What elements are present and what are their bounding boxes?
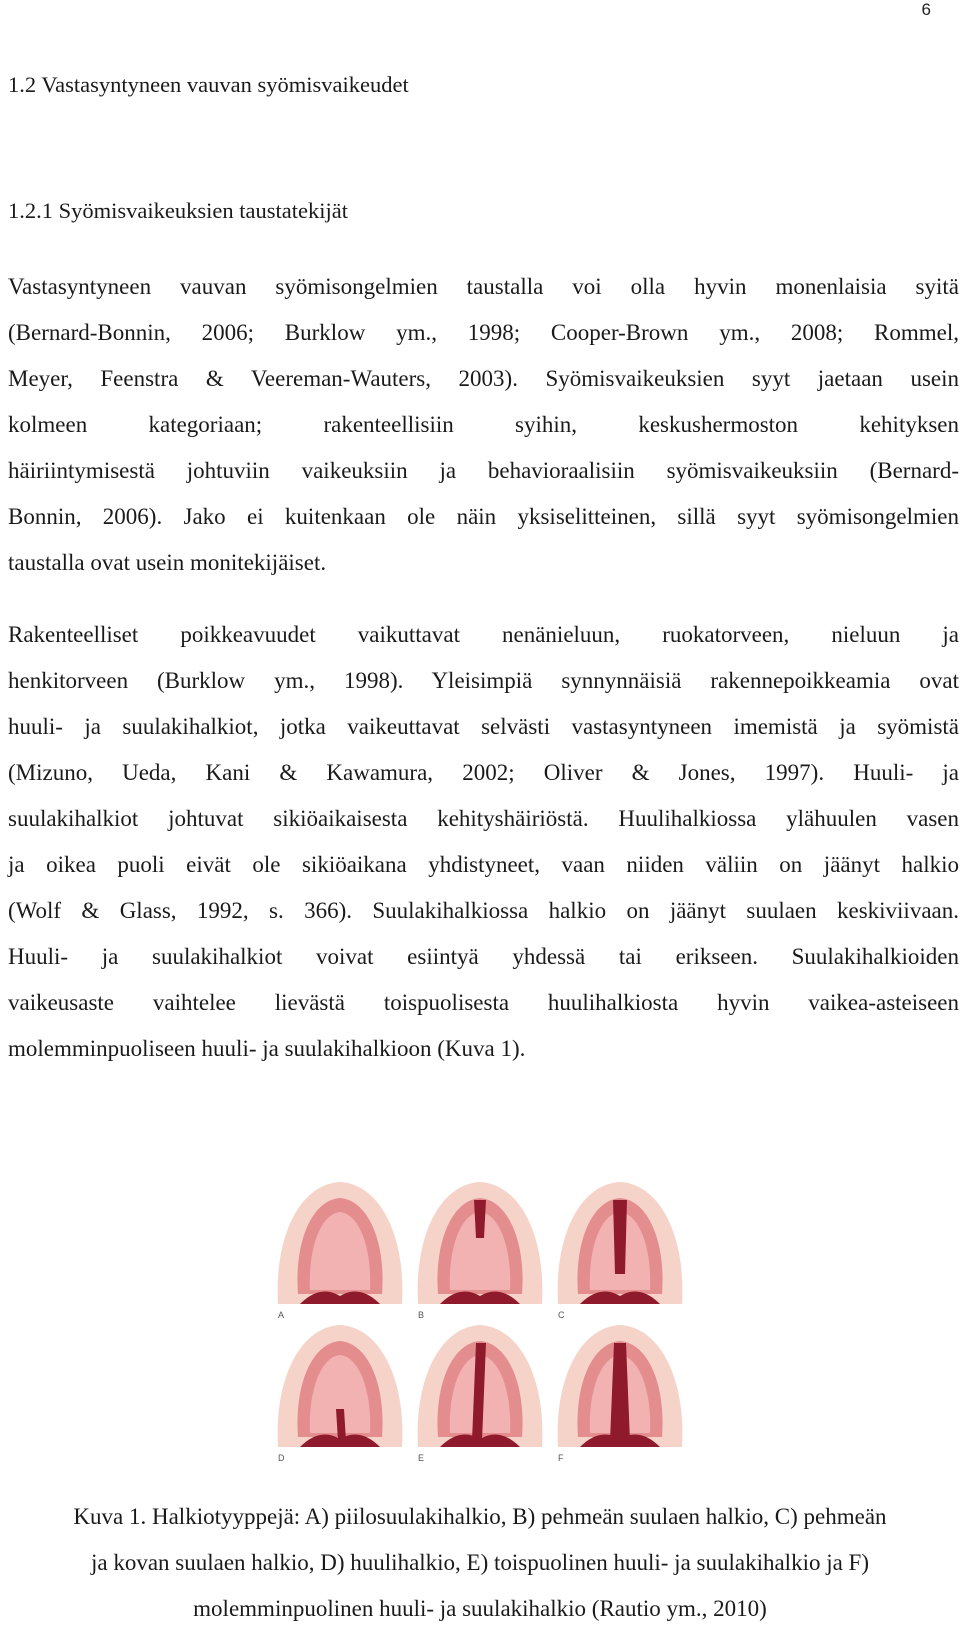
- text-line: taustalla ovat usein monitekijäiset.: [8, 550, 327, 575]
- text-line: Vastasyntyneen vauvan syömisongelmien taustalla voi olla hyvin monenlaisia syitä: [8, 274, 959, 299]
- text-line: henkitorveen (Burklow ym., 1998). Yleisimpiä synnynnäisiä rakennepoikkeamia ovat: [8, 668, 959, 693]
- caption-line: molemminpuolinen huuli- ja suulakihalkio (Rautio ym., 2010): [193, 1596, 767, 1621]
- paragraph-1: [8, 264, 959, 586]
- text-line: molemminpuoliseen huuli- ja suulakihalkioon (Kuva 1).: [8, 1036, 526, 1061]
- panel-label: B: [418, 1310, 425, 1320]
- cleft-mark: [613, 1200, 627, 1274]
- text-line: suulakihalkiot johtuvat sikiöaikaisesta kehityshäiriöstä. Huulihalkiossa ylähuulen vasen: [8, 806, 959, 831]
- cleft-mark: [474, 1200, 486, 1238]
- panel-label: F: [558, 1453, 564, 1463]
- palate-panel-b: [418, 1182, 543, 1320]
- subsection-heading: 1.2.1 Syömisvaikeuksien taustatekijät: [8, 198, 348, 223]
- text-line: kolmeen kategoriaan; rakenteellisiin syihin, keskushermoston kehityksen: [8, 412, 959, 437]
- palate-panel-e: [418, 1325, 543, 1463]
- text-line: Bonnin, 2006). Jako ei kuitenkaan ole näin yksiselitteinen, sillä syyt syömisongelmien: [8, 504, 959, 529]
- text-line: (Mizuno, Ueda, Kani & Kawamura, 2002; Oliver & Jones, 1997). Huuli- ja: [8, 760, 959, 785]
- palate-panel-d: [278, 1325, 403, 1463]
- text-line: Rakenteelliset poikkeavuudet vaikuttavat nenänieluun, ruokatorveen, nieluun ja: [8, 622, 959, 647]
- panel-label: A: [278, 1310, 285, 1320]
- palate-panel-c: [558, 1182, 683, 1320]
- text-line: vaikeusaste vaihtelee lievästä toispuolisesta huulihalkiosta hyvin vaikea-asteiseen: [8, 990, 959, 1015]
- text-line: Meyer, Feenstra & Veereman-Wauters, 2003). Syömisvaikeuksien syyt jaetaan usein: [8, 366, 959, 391]
- text-line: häiriintymisestä johtuviin vaikeuksiin ja behavioraalisiin syömisvaikeuksiin (Bernard-: [8, 458, 959, 483]
- panel-label: E: [418, 1453, 425, 1463]
- palate-panel-a: [278, 1182, 403, 1320]
- text-line: ja oikea puoli eivät ole sikiöaikana yhdistyneet, vaan niiden väliin on jäänyt halkio: [8, 852, 959, 877]
- panel-label: D: [278, 1453, 285, 1463]
- panel-label: C: [558, 1310, 565, 1320]
- caption-line: Kuva 1. Halkiotyyppejä: A) piilosuulakihalkio, B) pehmeän suulaen halkio, C) pehmeän: [73, 1504, 887, 1529]
- cleft-illustration: [270, 1174, 690, 1464]
- text-line: (Bernard-Bonnin, 2006; Burklow ym., 1998; Cooper-Brown ym., 2008; Rommel,: [8, 320, 959, 345]
- cleft-types-figure: [270, 1174, 690, 1464]
- text-line: Huuli- ja suulakihalkiot voivat esiintyä yhdessä tai erikseen. Suulakihalkioiden: [8, 944, 959, 969]
- caption-line: ja kovan suulaen halkio, D) huulihalkio, E) toispuolinen huuli- ja suulakihalkio ja F): [90, 1550, 870, 1575]
- text-line: huuli- ja suulakihalkiot, jotka vaikeuttavat selvästi vastasyntyneen imemistä ja syömistä: [8, 714, 959, 739]
- text-line: (Wolf & Glass, 1992, s. 366). Suulakihalkiossa halkio on jäänyt suulaen keskiviivaan.: [8, 898, 959, 923]
- palate-panel-f: [558, 1325, 683, 1463]
- figure-caption: [0, 1494, 960, 1632]
- section-heading: 1.2 Vastasyntyneen vauvan syömisvaikeudet: [8, 72, 409, 97]
- paragraph-2: [8, 612, 959, 1072]
- page-number: 6: [921, 0, 931, 19]
